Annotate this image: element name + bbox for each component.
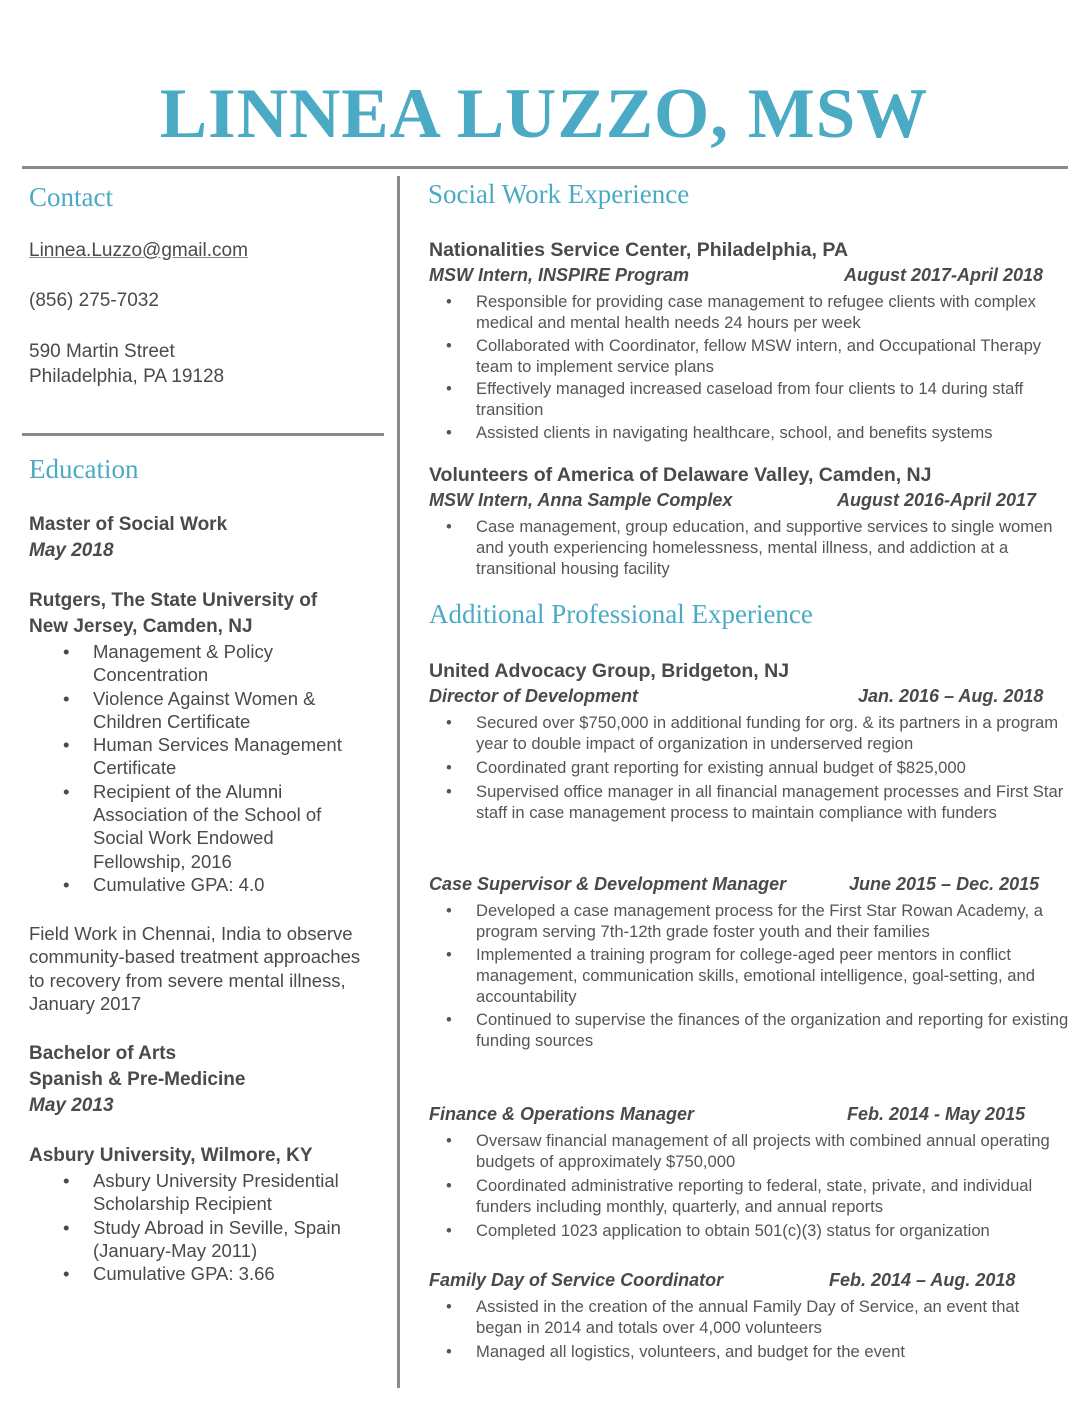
email-link[interactable]: Linnea.Luzzo@gmail.com xyxy=(29,240,248,261)
job-title-row xyxy=(429,1103,1026,1126)
column-divider xyxy=(397,176,400,1388)
list-item: • Supervised office manager in all financial management processes and First Star staff in case management process to maintain compliance with funders xyxy=(429,781,1069,823)
phone-number: (856) 275-7032 xyxy=(29,290,159,311)
job-title: MSW Intern, Anna Sample Complex xyxy=(429,490,733,510)
job-org: United Advocacy Group, Bridgeton, NJ xyxy=(429,660,790,682)
contact-heading: Contact xyxy=(29,182,113,212)
job-bullets xyxy=(429,516,1069,581)
address-line-1: 590 Martin Street xyxy=(29,341,175,362)
list-item: • Management & Policy Concentration xyxy=(29,640,369,687)
address-line-2: Philadelphia, PA 19128 xyxy=(29,366,225,387)
list-item: • Asbury University Presidential Scholarship Recipient xyxy=(29,1169,369,1216)
job-dates: August 2016-April 2017 xyxy=(837,490,1037,510)
job-bullets xyxy=(429,1130,1069,1243)
list-item: • Cumulative GPA: 3.66 xyxy=(29,1262,369,1285)
job-org: Nationalities Service Center, Philadelphia, PA xyxy=(429,239,849,261)
social-work-heading: Social Work Experience xyxy=(428,179,690,209)
job-dates: August 2017-April 2018 xyxy=(844,265,1044,285)
list-item: • Assisted in the creation of the annual Family Day of Service, an event that began in 2014 and totals over 4,000 volunteers xyxy=(429,1296,1069,1338)
msw-highlights xyxy=(29,640,369,896)
additional-heading: Additional Professional Experience xyxy=(429,599,813,629)
list-item: • Responsible for providing case management to refugee clients with complex medical and mental health needs 24 hours per week xyxy=(429,291,1069,333)
job-dates: June 2015 – Dec. 2015 xyxy=(849,874,1040,894)
list-item: • Cumulative GPA: 4.0 xyxy=(29,873,369,896)
list-item: • Effectively managed increased caseload from four clients to 14 during staff transition xyxy=(429,378,1069,420)
job-title: Director of Development xyxy=(429,686,639,706)
list-item: • Oversaw financial management of all projects with combined annual operating budgets of approximately $750,000 xyxy=(429,1130,1069,1172)
list-item: • Human Services Management Certificate xyxy=(29,733,369,780)
msw-degree: Master of Social Work xyxy=(29,514,228,535)
job-bullets xyxy=(429,291,1069,444)
list-item: • Recipient of the Alumni Association of the School of Social Work Endowed Fellowship, 2016 xyxy=(29,780,369,873)
job-title-row xyxy=(429,685,1044,708)
education-heading: Education xyxy=(29,454,139,484)
msw-date: May 2018 xyxy=(29,540,114,561)
list-item: • Assisted clients in navigating healthcare, school, and benefits systems xyxy=(429,422,1069,443)
list-item: • Secured over $750,000 in additional funding for org. & its partners in a program year to double impact of organization in underserved region xyxy=(429,712,1069,754)
ba-date: May 2013 xyxy=(29,1095,114,1116)
resume-name: LINNEA LUZZO, MSW xyxy=(159,75,929,153)
job-title-row xyxy=(429,873,1040,896)
job-bullets xyxy=(429,1296,1069,1364)
list-item: • Implemented a training program for college-aged peer mentors in conflict management, communication skills, emotional intelligence, goal-setting, and accountability xyxy=(429,944,1069,1007)
field-work: Field Work in Chennai, India to observe community-based treatment approaches to recovery from severe mental illness, January 2017 xyxy=(29,923,361,1014)
job-title: Case Supervisor & Development Manager xyxy=(429,874,787,894)
job-title-row xyxy=(429,1269,1016,1292)
contact-divider xyxy=(22,433,384,436)
list-item: • Developed a case management process for the First Star Rowan Academy, a program serving 7th-12th grade foster youth and their families xyxy=(429,900,1069,942)
list-item: • Case management, group education, and supportive services to single women and youth experiencing homelessness, mental illness, and addiction at a transitional housing facility xyxy=(429,516,1069,579)
msw-school-line-2: New Jersey, Camden, NJ xyxy=(29,616,253,637)
list-item: • Collaborated with Coordinator, fellow MSW intern, and Occupational Therapy team to implement service plans xyxy=(429,335,1069,377)
list-item: • Coordinated grant reporting for existing annual budget of $825,000 xyxy=(429,757,1069,778)
job-bullets xyxy=(429,900,1069,1053)
ba-degree: Bachelor of Arts xyxy=(29,1043,177,1064)
job-title-row xyxy=(429,489,1037,512)
ba-school: Asbury University, Wilmore, KY xyxy=(29,1145,313,1166)
list-item: • Completed 1023 application to obtain 501(c)(3) status for organization xyxy=(429,1220,1069,1241)
job-title: Family Day of Service Coordinator xyxy=(429,1270,724,1290)
list-item: • Managed all logistics, volunteers, and budget for the event xyxy=(429,1341,1069,1362)
ba-highlights xyxy=(29,1169,369,1285)
job-bullets xyxy=(429,712,1069,825)
job-dates: Feb. 2014 – Aug. 2018 xyxy=(829,1270,1016,1290)
list-item: • Violence Against Women & Children Certificate xyxy=(29,687,369,734)
header-divider xyxy=(22,166,1068,169)
job-dates: Jan. 2016 – Aug. 2018 xyxy=(858,686,1044,706)
list-item: • Continued to supervise the finances of the organization and reporting for existing funding sources xyxy=(429,1009,1069,1051)
job-title: MSW Intern, INSPIRE Program xyxy=(429,265,690,285)
job-title-row xyxy=(429,264,1044,287)
msw-school-line-1: Rutgers, The State University of xyxy=(29,590,318,611)
ba-major: Spanish & Pre-Medicine xyxy=(29,1069,246,1090)
job-title: Finance & Operations Manager xyxy=(429,1104,695,1124)
job-dates: Feb. 2014 - May 2015 xyxy=(847,1104,1026,1124)
list-item: • Study Abroad in Seville, Spain (January-May 2011) xyxy=(29,1216,369,1263)
list-item: • Coordinated administrative reporting to federal, state, private, and individual funders including monthly, quarterly, and annual reports xyxy=(429,1175,1069,1217)
job-org: Volunteers of America of Delaware Valley, Camden, NJ xyxy=(429,464,932,486)
